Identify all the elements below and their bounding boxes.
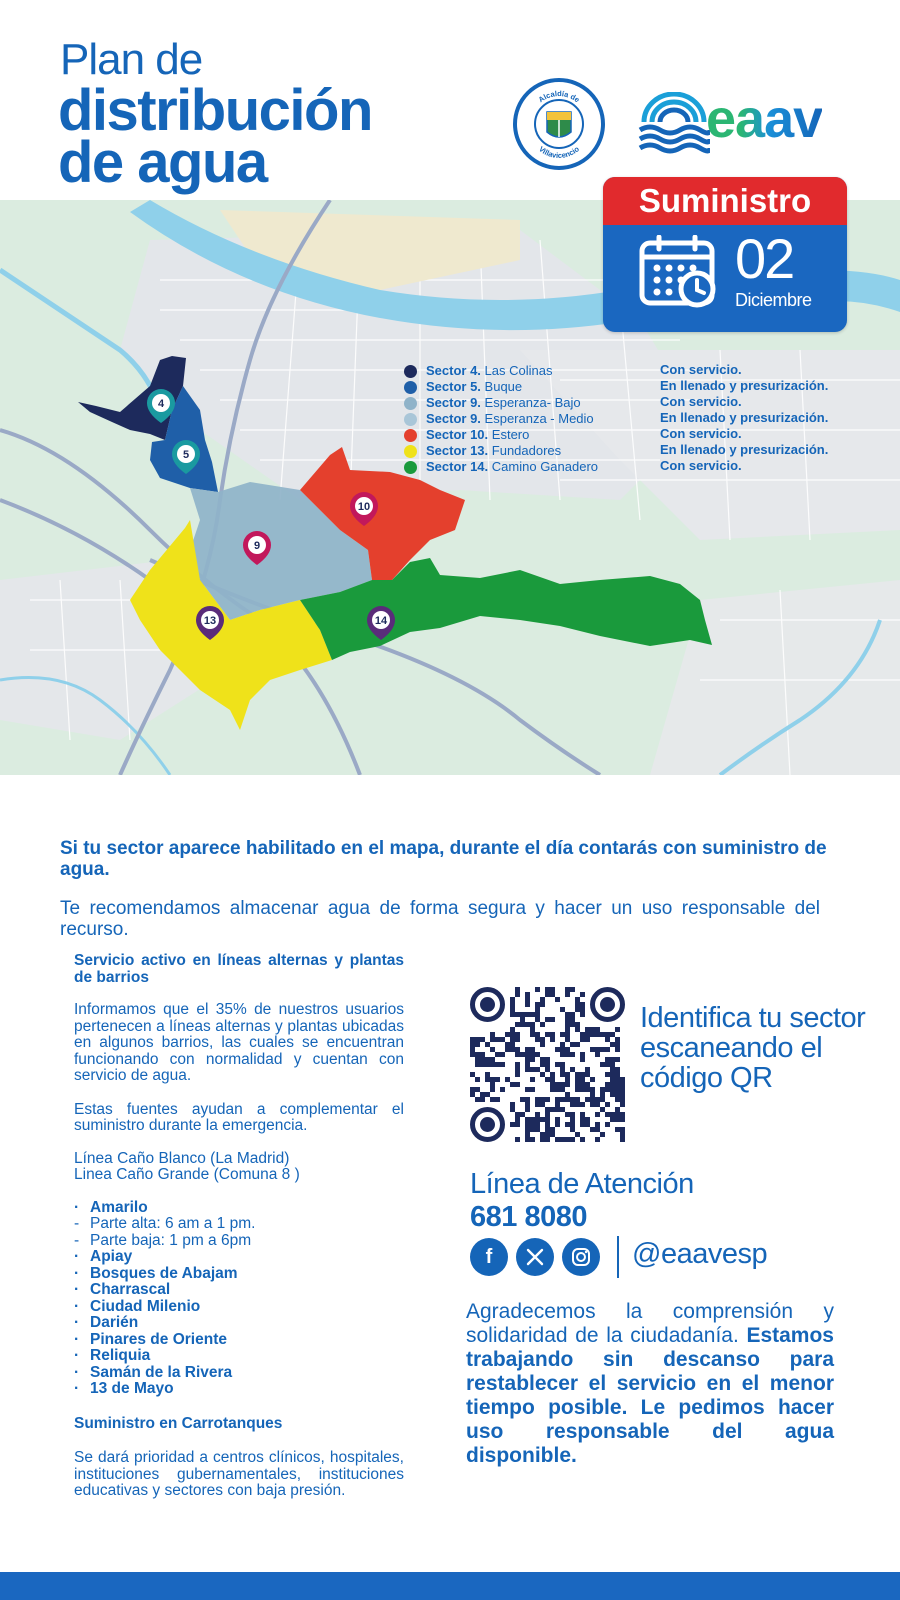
legend-status: Con servicio.	[660, 394, 742, 409]
svg-text:4: 4	[157, 398, 165, 410]
attention-phone[interactable]: 681 8080	[470, 1201, 587, 1233]
qr-caption: Identifica tu sector escaneando el código QR	[640, 1002, 866, 1094]
badge-day: 02	[735, 227, 794, 290]
title-line-3: de agua	[58, 130, 267, 195]
tank-text: Se dará prioridad a centros clínicos, hospitales, instituciones gubernamentales, instituciones educativas y sectores con baja presión.	[74, 1449, 404, 1499]
title-line-2: distribución	[58, 78, 372, 143]
service-paragraph-2: Estas fuentes ayudan a complementar el suministro durante la emergencia.	[74, 1100, 404, 1134]
seal-bottom-text: Villavicencio	[537, 144, 581, 161]
alcaldia-seal-logo	[513, 78, 605, 170]
footer-bar	[0, 1572, 900, 1600]
legend-status: Con servicio.	[660, 426, 742, 441]
qr-code[interactable]	[470, 987, 625, 1142]
list-item: · Reliquia	[74, 1347, 151, 1364]
list-item: · Apiay	[74, 1248, 133, 1265]
list-item: · Charrascal	[74, 1281, 171, 1298]
x-icon[interactable]	[516, 1238, 554, 1276]
seal-top-text: Alcaldía de	[536, 88, 582, 105]
svg-text:9: 9	[253, 540, 261, 552]
legend-swatch	[404, 365, 417, 378]
legend-swatch	[404, 445, 417, 458]
social-handle[interactable]: @eaavesp	[632, 1238, 768, 1270]
intro-regular-text: Te recomendamos almacenar agua de forma segura y hacer un uso responsable del recurso.	[60, 898, 820, 940]
intro-bold-text: Si tu sector aparece habilitado en el mapa, durante el día contarás con suministro de agua.	[60, 838, 827, 880]
eaav-wave-icon	[638, 92, 710, 154]
list-item: · Bosques de Abajam	[74, 1264, 238, 1282]
list-item: · Samán de la Rivera	[74, 1363, 233, 1381]
list-item: · Darién	[74, 1314, 139, 1331]
supply-date-badge	[603, 177, 847, 332]
service-title: Servicio activo en líneas alternas y plantas de barrios	[74, 952, 404, 986]
svg-text:10: 10	[357, 501, 371, 513]
service-paragraph-1: Informamos que el 35% de nuestros usuarios pertenecen a líneas alternas y plantas ubicadas en algunos barrios, las cuales se encuentran funcionando con normalidad y cuentan con servicio de agua.	[74, 1001, 404, 1084]
thanks-paragraph	[466, 1300, 834, 1468]
line-cano-grande: Linea Caño Grande (Comuna 8 )	[74, 1166, 300, 1183]
svg-text:5: 5	[182, 449, 190, 461]
list-item: - Parte alta: 6 am a 1 pm.	[74, 1215, 256, 1232]
legend-status: En llenado y presurización.	[660, 442, 829, 457]
list-item: · Pinares de Oriente	[74, 1330, 227, 1348]
list-item: - Parte baja: 1 pm a 6pm	[74, 1231, 252, 1249]
neighborhood-list	[74, 1200, 404, 1398]
legend-status: En llenado y presurización.	[660, 378, 829, 393]
title-line-1: Plan de	[60, 35, 203, 84]
legend-status: Con servicio.	[660, 458, 742, 473]
svg-text:14: 14	[374, 615, 388, 627]
attention-label: Línea de Atención	[470, 1168, 694, 1200]
instagram-icon[interactable]	[562, 1238, 600, 1276]
list-item: · Ciudad Milenio	[74, 1297, 201, 1315]
thanks-regular: Agradecemos la comprensión y solidaridad de la ciudadanía.	[466, 1300, 834, 1347]
line-cano-blanco: Línea Caño Blanco (La Madrid)	[74, 1149, 290, 1167]
legend-swatch	[404, 429, 417, 442]
legend-swatch	[404, 397, 417, 410]
badge-month: Diciembre	[735, 290, 812, 310]
thanks-bold: Estamos trabajando sin descanso para restablecer el servicio en el menor tiempo posible. Le pedimos hacer uso responsable del agua disponible.	[466, 1324, 834, 1467]
badge-label: Suministro	[603, 177, 847, 225]
service-section	[74, 953, 404, 1500]
social-divider	[617, 1236, 619, 1278]
facebook-icon[interactable]: f	[470, 1238, 508, 1276]
calendar-icon	[639, 235, 719, 314]
list-item: · Amarilo	[74, 1198, 148, 1216]
legend-swatch	[404, 413, 417, 426]
list-item: · 13 de Mayo	[74, 1380, 174, 1397]
svg-text:13: 13	[203, 615, 217, 627]
legend-status: Con servicio.	[660, 362, 742, 377]
eaav-logo-text: eaav	[706, 89, 823, 149]
tank-title: Suministro en Carrotanques	[74, 1414, 283, 1432]
legend-swatch	[404, 381, 417, 394]
legend-status: En llenado y presurización.	[660, 410, 829, 425]
legend-swatch	[404, 461, 417, 474]
